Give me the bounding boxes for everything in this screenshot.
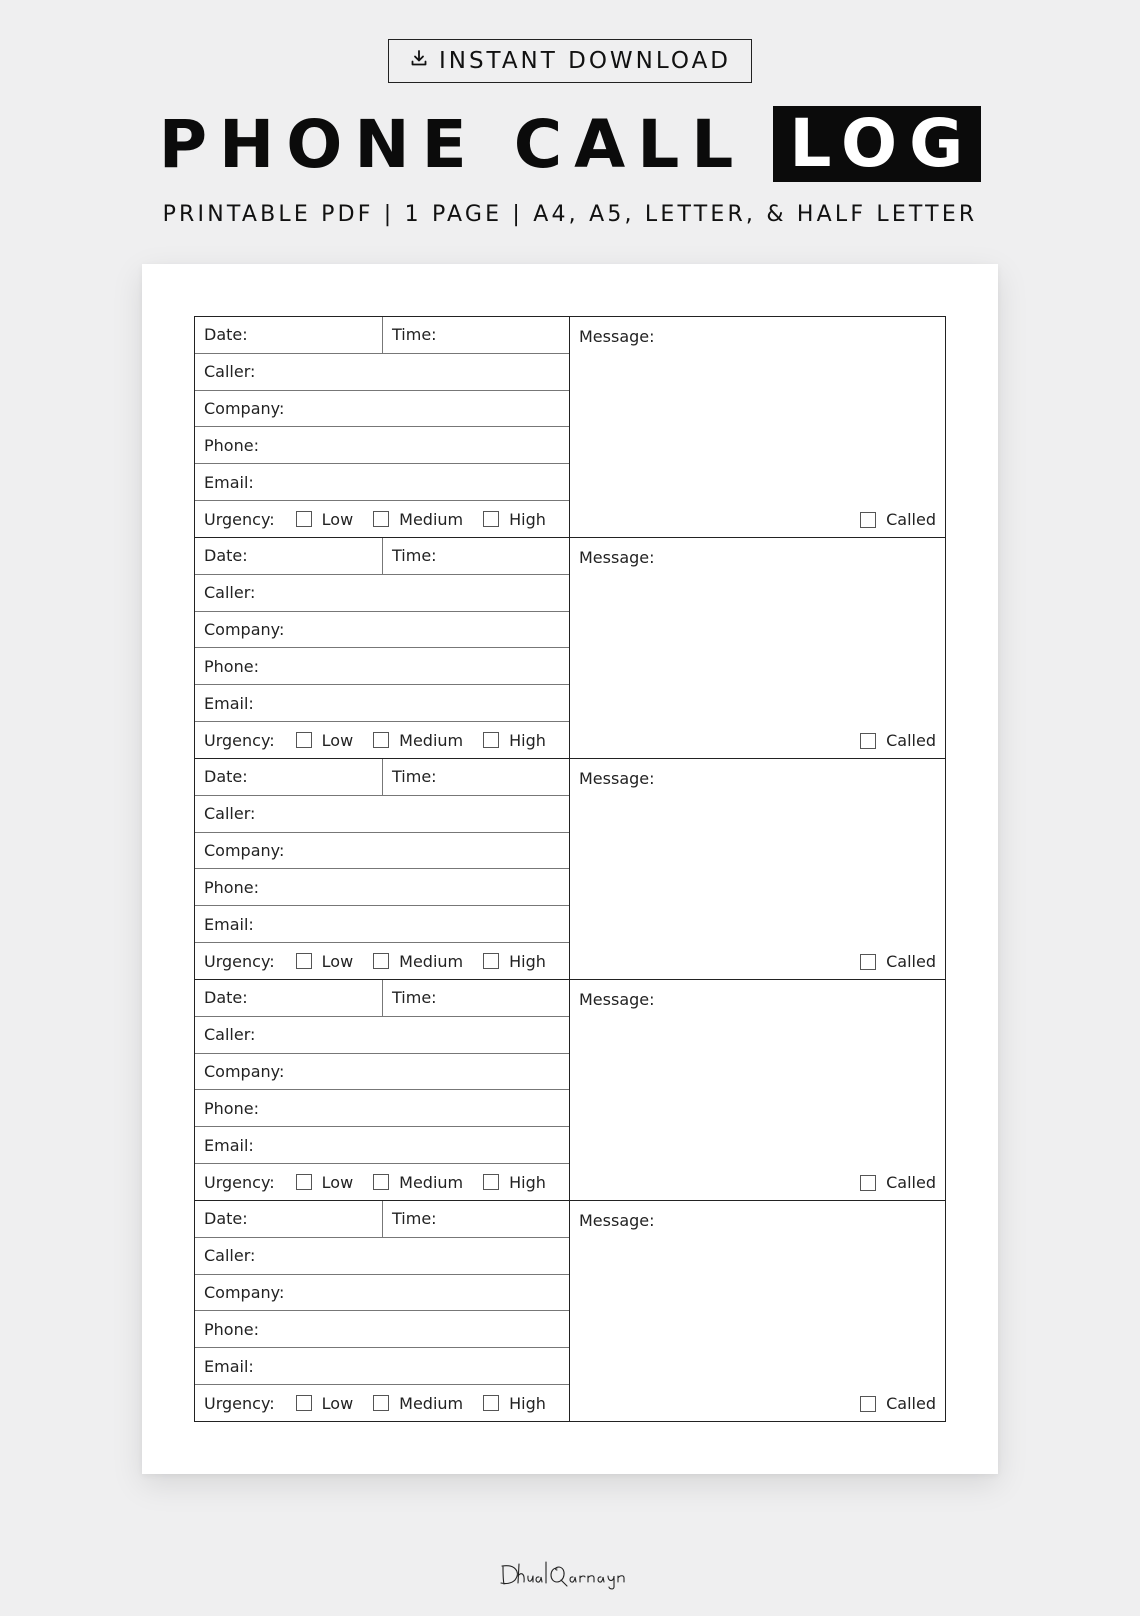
urgency-row	[195, 1385, 569, 1421]
message-area[interactable]	[570, 317, 945, 537]
called-checkbox[interactable]	[860, 733, 876, 749]
urgency-option-medium[interactable]	[373, 1394, 463, 1413]
title-highlight: LOG	[773, 106, 981, 182]
checkbox-low[interactable]	[296, 953, 312, 969]
message-label: Message:	[579, 990, 655, 1009]
urgency-label: Urgency:	[204, 1393, 275, 1413]
urgency-option-high[interactable]	[483, 952, 546, 971]
checkbox-low[interactable]	[296, 732, 312, 748]
message-label: Message:	[579, 769, 655, 788]
email-label: Email:	[204, 1135, 254, 1155]
phone-label: Phone:	[204, 1319, 259, 1339]
urgency-medium-label: Medium	[399, 1172, 464, 1192]
checkbox-low[interactable]	[296, 511, 312, 527]
caller-field[interactable]	[195, 1238, 569, 1275]
urgency-high-label: High	[509, 1172, 546, 1192]
company-field[interactable]	[195, 1275, 569, 1312]
urgency-option-high[interactable]	[483, 1394, 546, 1413]
urgency-row	[195, 1164, 569, 1200]
company-label: Company:	[204, 620, 285, 640]
time-field[interactable]	[383, 759, 437, 795]
phone-field[interactable]	[195, 648, 569, 685]
urgency-high-label: High	[509, 509, 546, 529]
urgency-option-low[interactable]	[296, 510, 354, 529]
checkbox-high[interactable]	[483, 1174, 499, 1190]
download-icon	[409, 48, 429, 74]
called-checkbox[interactable]	[860, 1396, 876, 1412]
email-field[interactable]	[195, 1348, 569, 1385]
checkbox-medium[interactable]	[373, 511, 389, 527]
urgency-option-medium[interactable]	[373, 731, 463, 750]
urgency-medium-label: Medium	[399, 509, 464, 529]
checkbox-medium[interactable]	[373, 953, 389, 969]
urgency-row	[195, 501, 569, 537]
email-field[interactable]	[195, 685, 569, 722]
email-field[interactable]	[195, 1127, 569, 1164]
checkbox-high[interactable]	[483, 511, 499, 527]
entry-details	[195, 1201, 570, 1421]
email-field[interactable]	[195, 464, 569, 501]
date-label: Date:	[204, 767, 248, 787]
urgency-row	[195, 943, 569, 979]
company-field[interactable]	[195, 612, 569, 649]
message-area[interactable]	[570, 980, 945, 1200]
date-field[interactable]	[195, 759, 383, 795]
phone-label: Phone:	[204, 1098, 259, 1118]
called-label: Called	[886, 731, 936, 750]
signature-logo	[0, 1556, 1140, 1594]
urgency-medium-label: Medium	[399, 1393, 464, 1413]
urgency-option-medium[interactable]	[373, 510, 463, 529]
caller-field[interactable]	[195, 354, 569, 391]
urgency-low-label: Low	[321, 1393, 354, 1413]
checkbox-medium[interactable]	[373, 1174, 389, 1190]
time-label: Time:	[392, 988, 437, 1008]
called-label: Called	[886, 952, 936, 971]
email-label: Email:	[204, 472, 254, 492]
caller-label: Caller:	[204, 583, 256, 603]
entry-details	[195, 538, 570, 758]
caller-label: Caller:	[204, 1246, 256, 1266]
called-label: Called	[886, 1394, 936, 1413]
urgency-option-high[interactable]	[483, 731, 546, 750]
urgency-high-label: High	[509, 951, 546, 971]
company-label: Company:	[204, 1283, 285, 1303]
urgency-medium-label: Medium	[399, 951, 464, 971]
time-field[interactable]	[383, 1201, 437, 1237]
checkbox-low[interactable]	[296, 1395, 312, 1411]
message-area[interactable]	[570, 1201, 945, 1421]
date-label: Date:	[204, 988, 248, 1008]
phone-label: Phone:	[204, 877, 259, 897]
phone-field[interactable]	[195, 869, 569, 906]
call-entry	[195, 759, 945, 980]
company-field[interactable]	[195, 833, 569, 870]
date-field[interactable]	[195, 980, 383, 1016]
company-label: Company:	[204, 399, 285, 419]
call-entry	[195, 1201, 945, 1422]
called-label: Called	[886, 510, 936, 529]
email-label: Email:	[204, 693, 254, 713]
page-title	[0, 104, 1140, 184]
title-main: PHONE CALL	[158, 105, 746, 183]
message-area[interactable]	[570, 538, 945, 758]
urgency-label: Urgency:	[204, 509, 275, 529]
urgency-row	[195, 722, 569, 758]
date-time-row	[195, 1201, 569, 1238]
time-label: Time:	[392, 767, 437, 787]
urgency-option-low[interactable]	[296, 1394, 354, 1413]
date-label: Date:	[204, 1209, 248, 1229]
urgency-option-low[interactable]	[296, 1173, 354, 1192]
urgency-high-label: High	[509, 730, 546, 750]
date-time-row	[195, 317, 569, 354]
time-field[interactable]	[383, 538, 437, 574]
time-field[interactable]	[383, 317, 437, 353]
urgency-label: Urgency:	[204, 951, 275, 971]
time-field[interactable]	[383, 980, 437, 1016]
called-option[interactable]	[860, 1394, 936, 1413]
badge-label: INSTANT DOWNLOAD	[438, 48, 732, 74]
subtitle: PRINTABLE PDF | 1 PAGE | A4, A5, LETTER, & HALF LETTER	[162, 202, 978, 227]
urgency-low-label: Low	[321, 509, 354, 529]
time-label: Time:	[392, 325, 437, 345]
date-time-row	[195, 538, 569, 575]
caller-field[interactable]	[195, 575, 569, 612]
urgency-option-medium[interactable]	[373, 952, 463, 971]
checkbox-low[interactable]	[296, 1174, 312, 1190]
checkbox-high[interactable]	[483, 953, 499, 969]
urgency-option-high[interactable]	[483, 1173, 546, 1192]
call-entry	[195, 980, 945, 1201]
entry-details	[195, 317, 570, 537]
date-time-row	[195, 980, 569, 1017]
printable-sheet	[142, 264, 998, 1474]
message-area[interactable]	[570, 759, 945, 979]
caller-label: Caller:	[204, 362, 256, 382]
time-label: Time:	[392, 1209, 437, 1229]
email-field[interactable]	[195, 906, 569, 943]
email-label: Email:	[204, 1356, 254, 1376]
time-label: Time:	[392, 546, 437, 566]
called-option[interactable]	[860, 731, 936, 750]
company-label: Company:	[204, 841, 285, 861]
checkbox-high[interactable]	[483, 732, 499, 748]
checkbox-medium[interactable]	[373, 732, 389, 748]
message-label: Message:	[579, 548, 655, 567]
call-log-grid	[194, 316, 946, 1422]
urgency-label: Urgency:	[204, 1172, 275, 1192]
phone-field[interactable]	[195, 1311, 569, 1348]
phone-label: Phone:	[204, 656, 259, 676]
urgency-option-high[interactable]	[483, 510, 546, 529]
date-field[interactable]	[195, 538, 383, 574]
call-entry	[195, 538, 945, 759]
date-label: Date:	[204, 325, 248, 345]
phone-field[interactable]	[195, 1090, 569, 1127]
date-field[interactable]	[195, 317, 383, 353]
entry-details	[195, 759, 570, 979]
phone-field[interactable]	[195, 427, 569, 464]
email-label: Email:	[204, 914, 254, 934]
entry-details	[195, 980, 570, 1200]
called-checkbox[interactable]	[860, 1175, 876, 1191]
instant-download-badge[interactable]	[388, 39, 752, 83]
urgency-option-medium[interactable]	[373, 1173, 463, 1192]
called-option[interactable]	[860, 510, 936, 529]
urgency-label: Urgency:	[204, 730, 275, 750]
called-checkbox[interactable]	[860, 954, 876, 970]
called-option[interactable]	[860, 1173, 936, 1192]
caller-field[interactable]	[195, 796, 569, 833]
caller-label: Caller:	[204, 804, 256, 824]
message-label: Message:	[579, 327, 655, 346]
checkbox-high[interactable]	[483, 1395, 499, 1411]
urgency-option-low[interactable]	[296, 952, 354, 971]
call-entry	[195, 317, 945, 538]
urgency-low-label: Low	[321, 951, 354, 971]
company-label: Company:	[204, 1062, 285, 1082]
caller-field[interactable]	[195, 1017, 569, 1054]
company-field[interactable]	[195, 1054, 569, 1091]
date-label: Date:	[204, 546, 248, 566]
urgency-low-label: Low	[321, 730, 354, 750]
urgency-medium-label: Medium	[399, 730, 464, 750]
called-checkbox[interactable]	[860, 512, 876, 528]
called-label: Called	[886, 1173, 936, 1192]
checkbox-medium[interactable]	[373, 1395, 389, 1411]
date-time-row	[195, 759, 569, 796]
phone-label: Phone:	[204, 435, 259, 455]
company-field[interactable]	[195, 391, 569, 428]
urgency-option-low[interactable]	[296, 731, 354, 750]
caller-label: Caller:	[204, 1025, 256, 1045]
message-label: Message:	[579, 1211, 655, 1230]
urgency-low-label: Low	[321, 1172, 354, 1192]
urgency-high-label: High	[509, 1393, 546, 1413]
called-option[interactable]	[860, 952, 936, 971]
date-field[interactable]	[195, 1201, 383, 1237]
